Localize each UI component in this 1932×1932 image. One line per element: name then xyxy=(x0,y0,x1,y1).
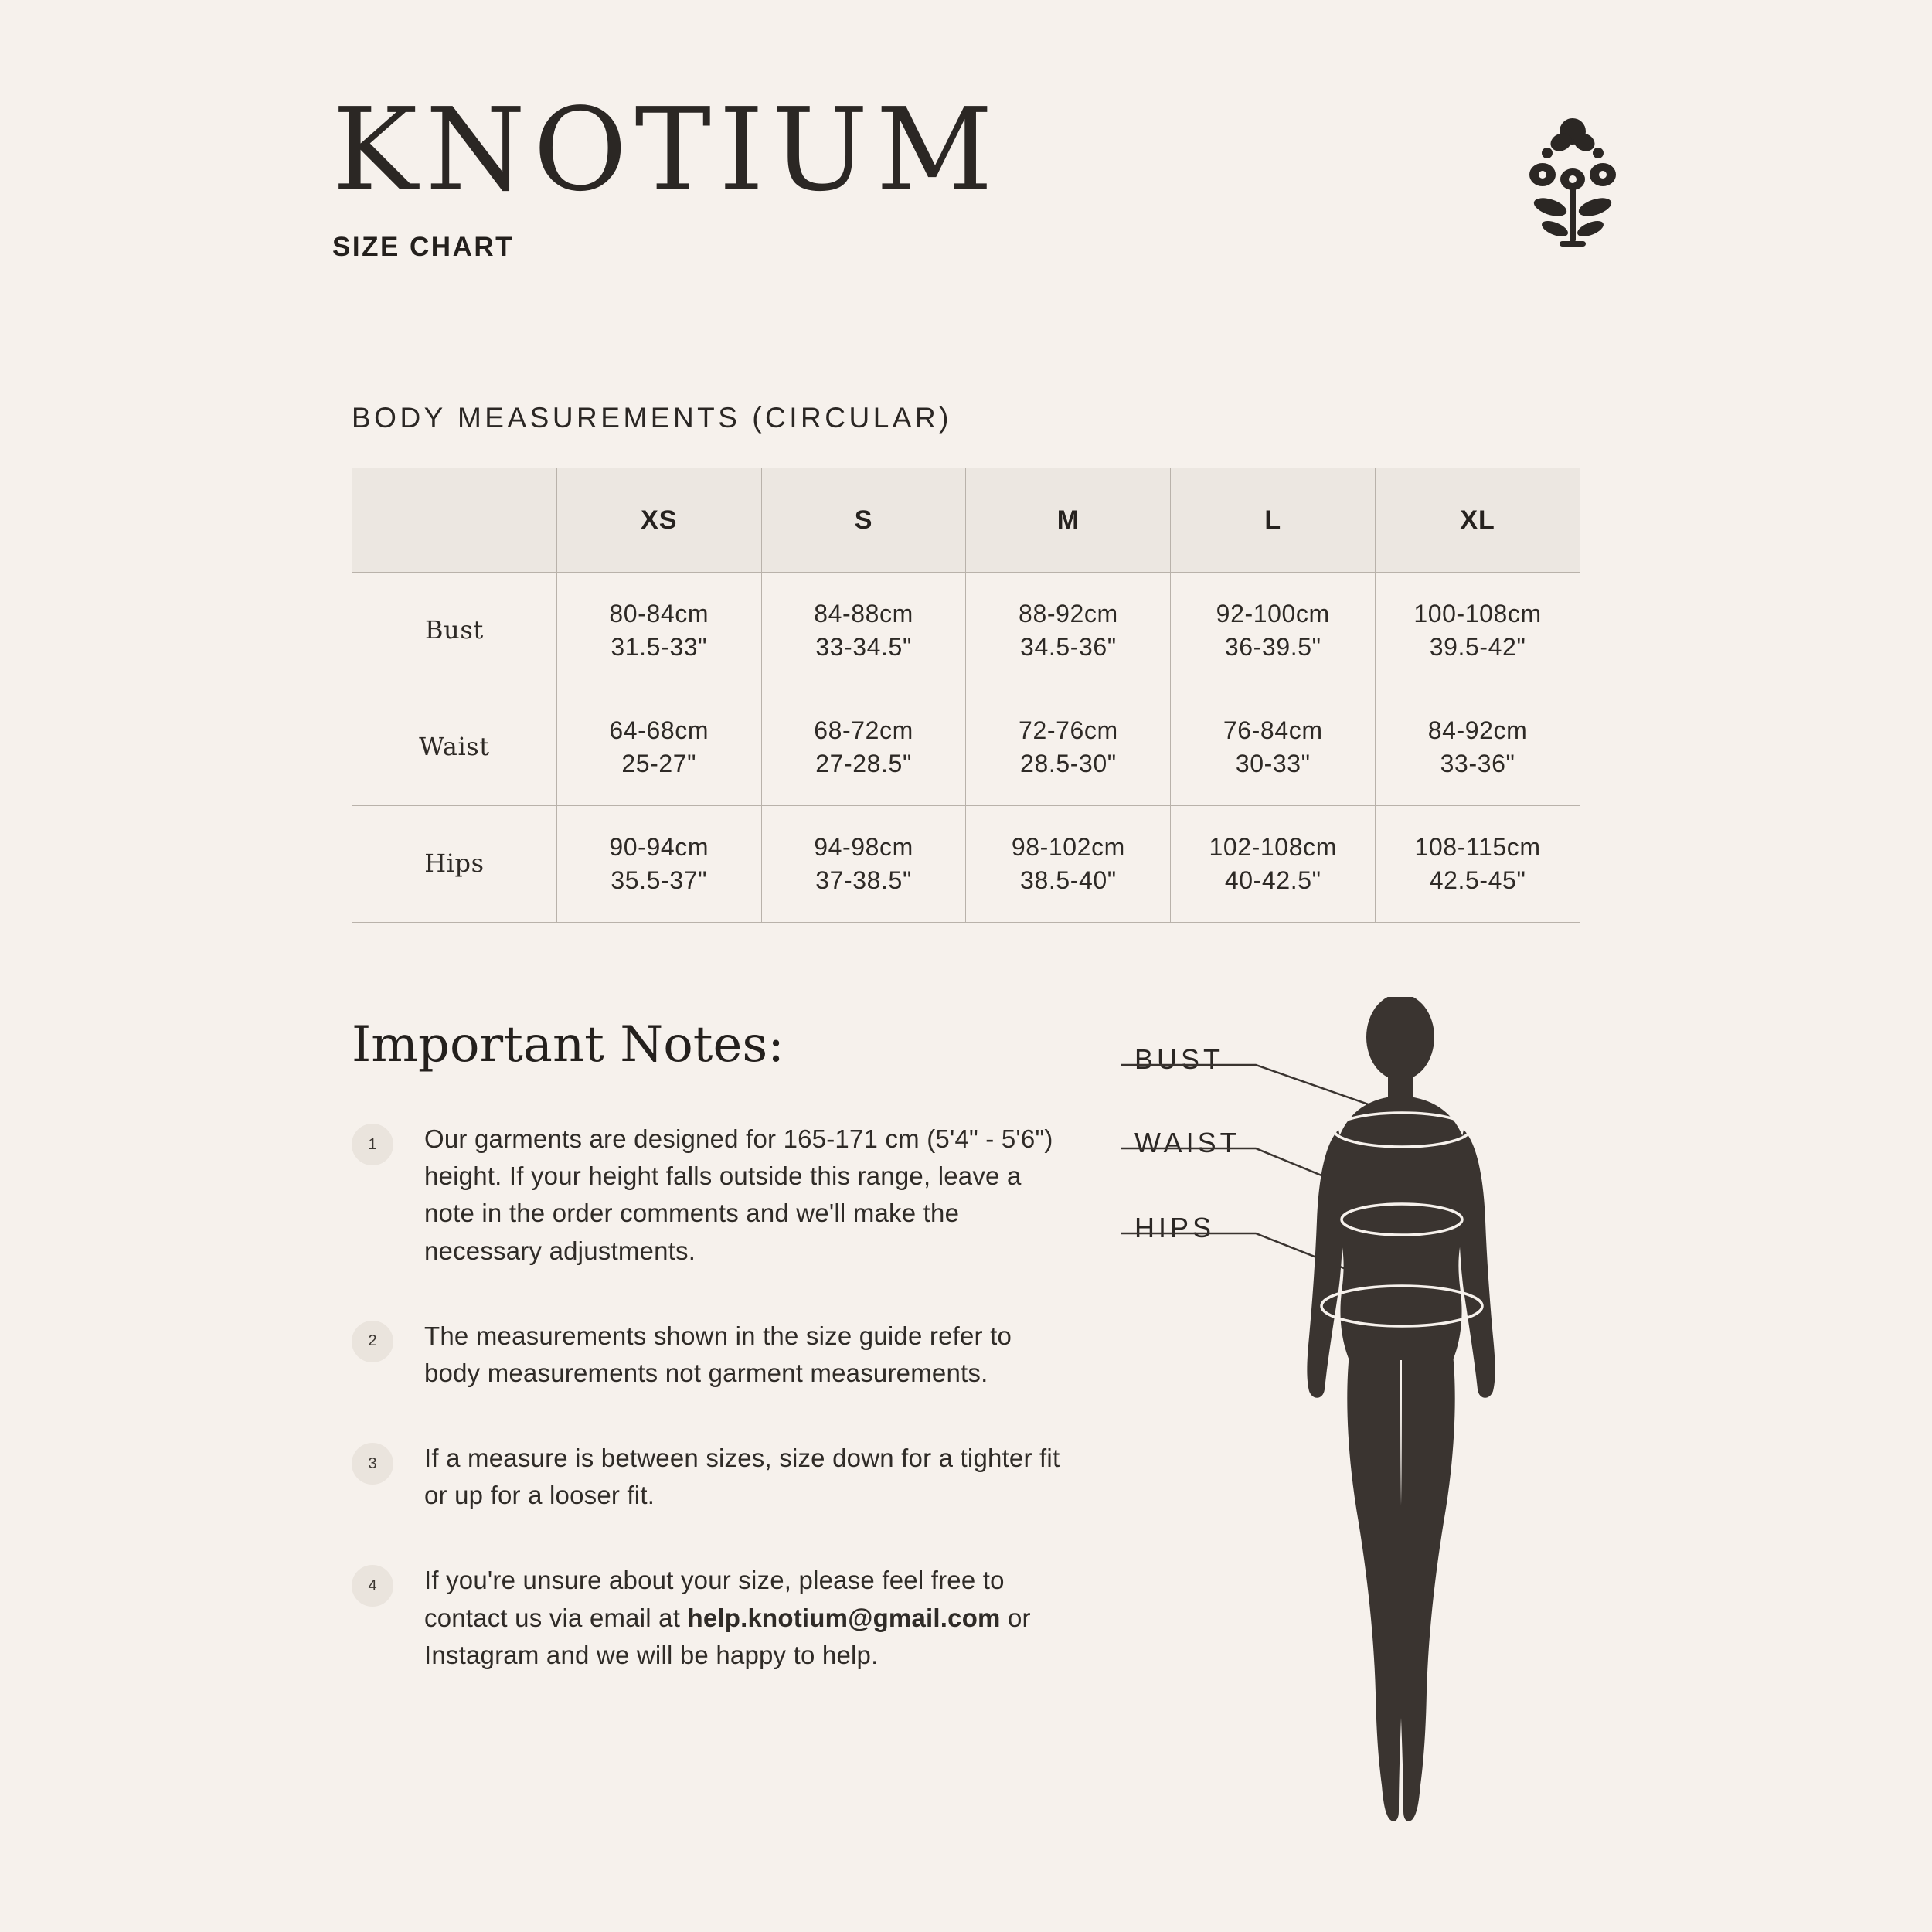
cell-value-cm: 84-92cm xyxy=(1427,716,1528,744)
figure-label-bust: BUST xyxy=(1134,1043,1225,1075)
list-item xyxy=(352,1318,1070,1392)
table-row xyxy=(352,806,1580,923)
cell-bust-xl xyxy=(1376,573,1580,689)
column-header-xs: XS xyxy=(556,468,761,573)
cell-value-cm: 102-108cm xyxy=(1209,832,1337,861)
cell-value-in: 39.5-42" xyxy=(1429,633,1526,661)
cell-value-in: 28.5-30" xyxy=(1020,750,1117,777)
table-corner-cell xyxy=(352,468,557,573)
note-text-before: If you're unsure about your size, please feel free to contact us via email at xyxy=(424,1566,1005,1632)
cell-value-in: 37-38.5" xyxy=(815,866,912,894)
note-text: Our garments are designed for 165-171 cm (5'4" - 5'6") height. If your height falls outside this range, leave a note in the order comments and we'll make the necessary adjustments. xyxy=(424,1124,1053,1265)
note-text-after: or Instagram and we will be happy to help. xyxy=(424,1603,1031,1669)
cell-hips-xl xyxy=(1376,806,1580,923)
figure-label-hips: HIPS xyxy=(1134,1212,1216,1243)
cell-value-cm: 98-102cm xyxy=(1011,832,1125,861)
page-subtitle: SIZE CHART xyxy=(332,232,514,262)
cell-value-in: 38.5-40" xyxy=(1020,866,1117,894)
floral-emblem-icon xyxy=(1515,108,1631,263)
note-number: 2 xyxy=(352,1321,393,1362)
cell-value-cm: 92-100cm xyxy=(1216,599,1330,628)
cell-value-cm: 76-84cm xyxy=(1223,716,1323,744)
note-text: The measurements shown in the size guide refer to body measurements not garment measurements. xyxy=(424,1321,1012,1387)
column-header-m: M xyxy=(966,468,1171,573)
size-table-wrapper xyxy=(352,468,1580,923)
row-label-hips: Hips xyxy=(352,806,557,923)
cell-value-cm: 72-76cm xyxy=(1019,716,1118,744)
cell-value-in: 27-28.5" xyxy=(815,750,912,777)
notes-list xyxy=(352,1121,1070,1722)
cell-value-in: 34.5-36" xyxy=(1020,633,1117,661)
brand-title: KNOTIUM xyxy=(332,83,1001,216)
list-item xyxy=(352,1562,1070,1674)
cell-value-in: 36-39.5" xyxy=(1224,633,1321,661)
notes-title: Important Notes: xyxy=(352,1016,784,1073)
figure-label-waist: WAIST xyxy=(1134,1127,1241,1158)
note-number: 1 xyxy=(352,1124,393,1165)
cell-value-in: 31.5-33" xyxy=(611,633,708,661)
size-table xyxy=(352,468,1580,923)
cell-waist-xs xyxy=(556,689,761,806)
body-diagram xyxy=(1113,997,1669,1862)
table-header-row xyxy=(352,468,1580,573)
column-header-s: S xyxy=(761,468,966,573)
cell-value-cm: 100-108cm xyxy=(1413,599,1542,628)
cell-value-in: 25-27" xyxy=(621,750,697,777)
cell-value-in: 42.5-45" xyxy=(1429,866,1526,894)
note-text: If a measure is between sizes, size down for a tighter fit or up for a looser fit. xyxy=(424,1444,1060,1510)
cell-value-cm: 90-94cm xyxy=(609,832,709,861)
cell-value-cm: 80-84cm xyxy=(609,599,709,628)
cell-value-cm: 108-115cm xyxy=(1414,832,1541,861)
cell-value-cm: 84-88cm xyxy=(814,599,913,628)
female-body-silhouette-icon xyxy=(1113,997,1669,1862)
row-label-bust: Bust xyxy=(352,573,557,689)
cell-value-in: 40-42.5" xyxy=(1224,866,1321,894)
column-header-l: L xyxy=(1171,468,1376,573)
contact-email[interactable]: help.knotium@gmail.com xyxy=(687,1603,1001,1632)
list-item xyxy=(352,1121,1070,1270)
cell-hips-xs xyxy=(556,806,761,923)
table-row xyxy=(352,573,1580,689)
cell-waist-l xyxy=(1171,689,1376,806)
cell-waist-m xyxy=(966,689,1171,806)
column-header-xl: XL xyxy=(1376,468,1580,573)
note-number: 4 xyxy=(352,1565,393,1607)
table-row xyxy=(352,689,1580,806)
cell-bust-s xyxy=(761,573,966,689)
cell-bust-l xyxy=(1171,573,1376,689)
cell-value-in: 33-36" xyxy=(1440,750,1515,777)
cell-value-cm: 64-68cm xyxy=(609,716,709,744)
cell-value-cm: 88-92cm xyxy=(1019,599,1118,628)
cell-bust-m xyxy=(966,573,1171,689)
cell-hips-s xyxy=(761,806,966,923)
section-title: BODY MEASUREMENTS (CIRCULAR) xyxy=(352,402,953,434)
cell-value-cm: 94-98cm xyxy=(814,832,913,861)
cell-hips-m xyxy=(966,806,1171,923)
cell-bust-xs xyxy=(556,573,761,689)
cell-value-in: 33-34.5" xyxy=(815,633,912,661)
cell-value-in: 35.5-37" xyxy=(611,866,708,894)
note-text-contact xyxy=(424,1562,1070,1674)
cell-waist-s xyxy=(761,689,966,806)
cell-hips-l xyxy=(1171,806,1376,923)
cell-waist-xl xyxy=(1376,689,1580,806)
cell-value-in: 30-33" xyxy=(1235,750,1311,777)
brand-header xyxy=(332,83,1028,263)
row-label-waist: Waist xyxy=(352,689,557,806)
cell-value-cm: 68-72cm xyxy=(814,716,913,744)
note-number: 3 xyxy=(352,1443,393,1485)
list-item xyxy=(352,1440,1070,1514)
